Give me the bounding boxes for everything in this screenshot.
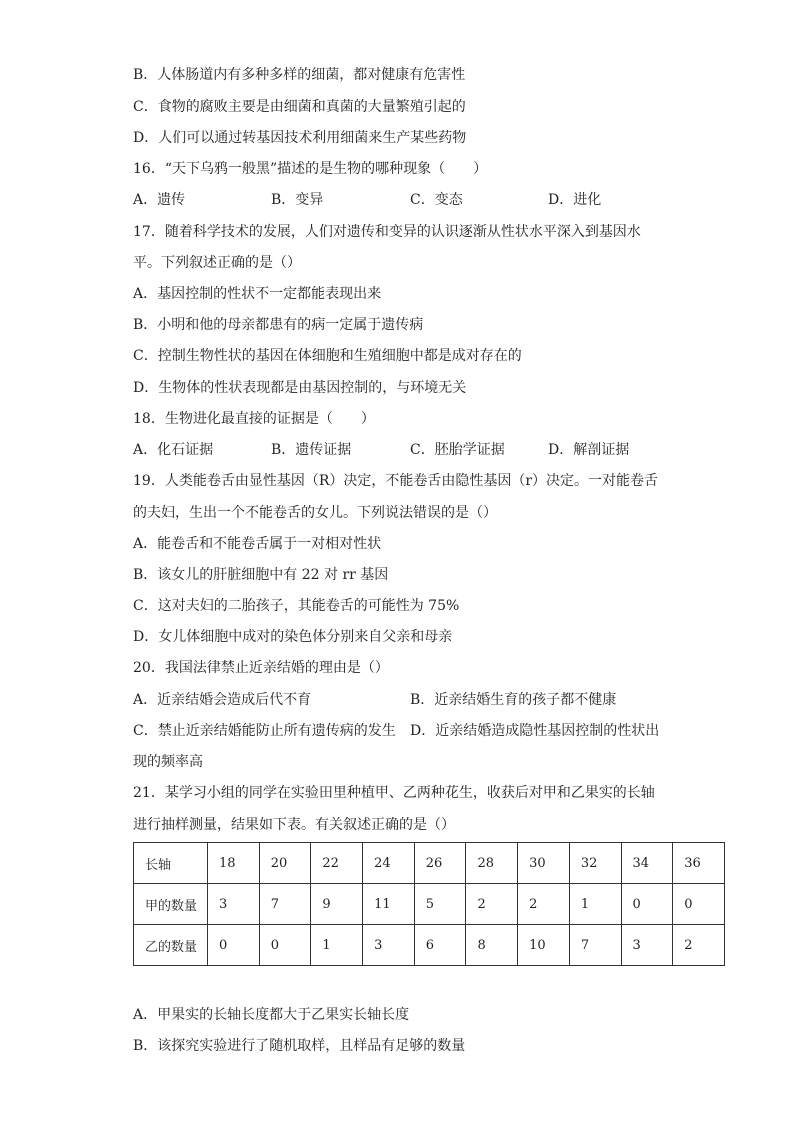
- table-cell: 9: [311, 884, 363, 925]
- q20-stem: 20．我国法律禁止近亲结婚的理由是（）: [133, 660, 389, 676]
- q17-option-a: A．基因控制的性状不一定都能表现出来: [133, 286, 382, 302]
- q19-stem-line1: 19．人类能卷舌由显性基因（R）决定，不能卷舌由隐性基因（r）决定。一对能卷舌: [133, 473, 659, 489]
- table-cell: 26: [414, 843, 466, 884]
- table-row-long-axis: [134, 843, 725, 884]
- row-header-jia: 甲的数量: [134, 884, 208, 925]
- row-header-long-axis: 长轴: [134, 843, 208, 884]
- table-cell: 11: [363, 884, 415, 925]
- q19-stem-line2: 的夫妇，生出一个不能卷舌的女儿。下列说法错误的是（）: [133, 505, 497, 521]
- table-row-yi: [134, 925, 725, 966]
- q18-option-a: A．化石证据: [133, 442, 214, 458]
- row-header-yi: 乙的数量: [134, 925, 208, 966]
- q15-option-c: C．食物的腐败主要是由细菌和真菌的大量繁殖引起的: [133, 99, 466, 115]
- q21-option-b: B．该探究实验进行了随机取样，且样品有足够的数量: [133, 1038, 466, 1054]
- q19-option-a: A．能卷舌和不能卷舌属于一对相对性状: [133, 536, 382, 552]
- table-cell: 2: [673, 925, 725, 966]
- q15-option-d: D．人们可以通过转基因技术利用细菌来生产某些药物: [133, 130, 467, 146]
- q17-option-c: C．控制生物性状的基因在体细胞和生殖细胞中都是成对存在的: [133, 348, 522, 364]
- table-cell: 3: [208, 884, 260, 925]
- q17-option-d: D．生物体的性状表现都是由基因控制的，与环境无关: [133, 380, 467, 396]
- q18-option-d: D．解剖证据: [548, 442, 630, 458]
- q17-option-b: B．小明和他的母亲都患有的病一定属于遗传病: [133, 317, 424, 333]
- table-cell: 0: [673, 884, 725, 925]
- table-cell: 7: [259, 884, 311, 925]
- table-cell: 3: [621, 925, 673, 966]
- table-cell: 1: [569, 884, 621, 925]
- long-axis-table: [133, 842, 725, 966]
- table-cell: 6: [414, 925, 466, 966]
- table-cell: 8: [466, 925, 518, 966]
- q19-option-d: D．女儿体细胞中成对的染色体分别来自父亲和母亲: [133, 629, 453, 645]
- q20-option-c: C．禁止近亲结婚能防止所有遗传病的发生: [133, 723, 396, 739]
- q19-option-b: B．该女儿的肝脏细胞中有 22 对 rr 基因: [133, 567, 389, 583]
- table-cell: 0: [259, 925, 311, 966]
- table-cell: 24: [363, 843, 415, 884]
- q21-option-a: A．甲果实的长轴长度都大于乙果实长轴长度: [133, 1007, 410, 1023]
- table-cell: 30: [518, 843, 570, 884]
- table-cell: 2: [466, 884, 518, 925]
- q18-option-b: B．遗传证据: [271, 442, 352, 458]
- q18-stem: 18．生物进化最直接的证据是（ ）: [133, 411, 375, 427]
- q20-option-b: B．近亲结婚生育的孩子都不健康: [410, 692, 617, 708]
- table-cell: 34: [621, 843, 673, 884]
- q16-option-a: A．遗传: [133, 192, 186, 208]
- q21-stem-line2: 进行抽样测量，结果如下表。有关叙述正确的是（）: [133, 817, 455, 833]
- q17-stem-line2: 平。下列叙述正确的是（）: [133, 255, 301, 271]
- table-cell: 32: [569, 843, 621, 884]
- q20-option-a: A．近亲结婚会造成后代不育: [133, 692, 312, 708]
- q20-option-d: D．近亲结婚造成隐性基因控制的性状出: [410, 723, 660, 739]
- table-cell: 22: [311, 843, 363, 884]
- q18-option-c: C．胚胎学证据: [410, 442, 505, 458]
- table-cell: 5: [414, 884, 466, 925]
- table-cell: 20: [259, 843, 311, 884]
- table-cell: 0: [208, 925, 260, 966]
- table-cell: 3: [363, 925, 415, 966]
- q20-option-d-continued: 现的频率高: [133, 754, 203, 770]
- table-row-jia: [134, 884, 725, 925]
- table-cell: 28: [466, 843, 518, 884]
- table-cell: 2: [518, 884, 570, 925]
- q16-option-b: B．变异: [271, 192, 324, 208]
- table-cell: 1: [311, 925, 363, 966]
- table-cell: 10: [518, 925, 570, 966]
- table-cell: 18: [208, 843, 260, 884]
- q16-stem: 16．“天下乌鸦一般黑”描述的是生物的哪种现象（ ）: [133, 161, 488, 177]
- table-cell: 0: [621, 884, 673, 925]
- table-cell: 7: [569, 925, 621, 966]
- q17-stem-line1: 17．随着科学技术的发展，人们对遗传和变异的认识逐渐从性状水平深入到基因水: [133, 224, 641, 240]
- q16-option-c: C．变态: [410, 192, 463, 208]
- q19-option-c: C．这对夫妇的二胎孩子，其能卷舌的可能性为 75%: [133, 598, 460, 614]
- q16-option-d: D．进化: [548, 192, 602, 208]
- q21-stem-line1: 21．某学习小组的同学在实验田里种植甲、乙两种花生，收获后对甲和乙果实的长轴: [133, 785, 655, 801]
- q15-option-b: B．人体肠道内有多种多样的细菌，都对健康有危害性: [133, 67, 466, 83]
- table-cell: 36: [673, 843, 725, 884]
